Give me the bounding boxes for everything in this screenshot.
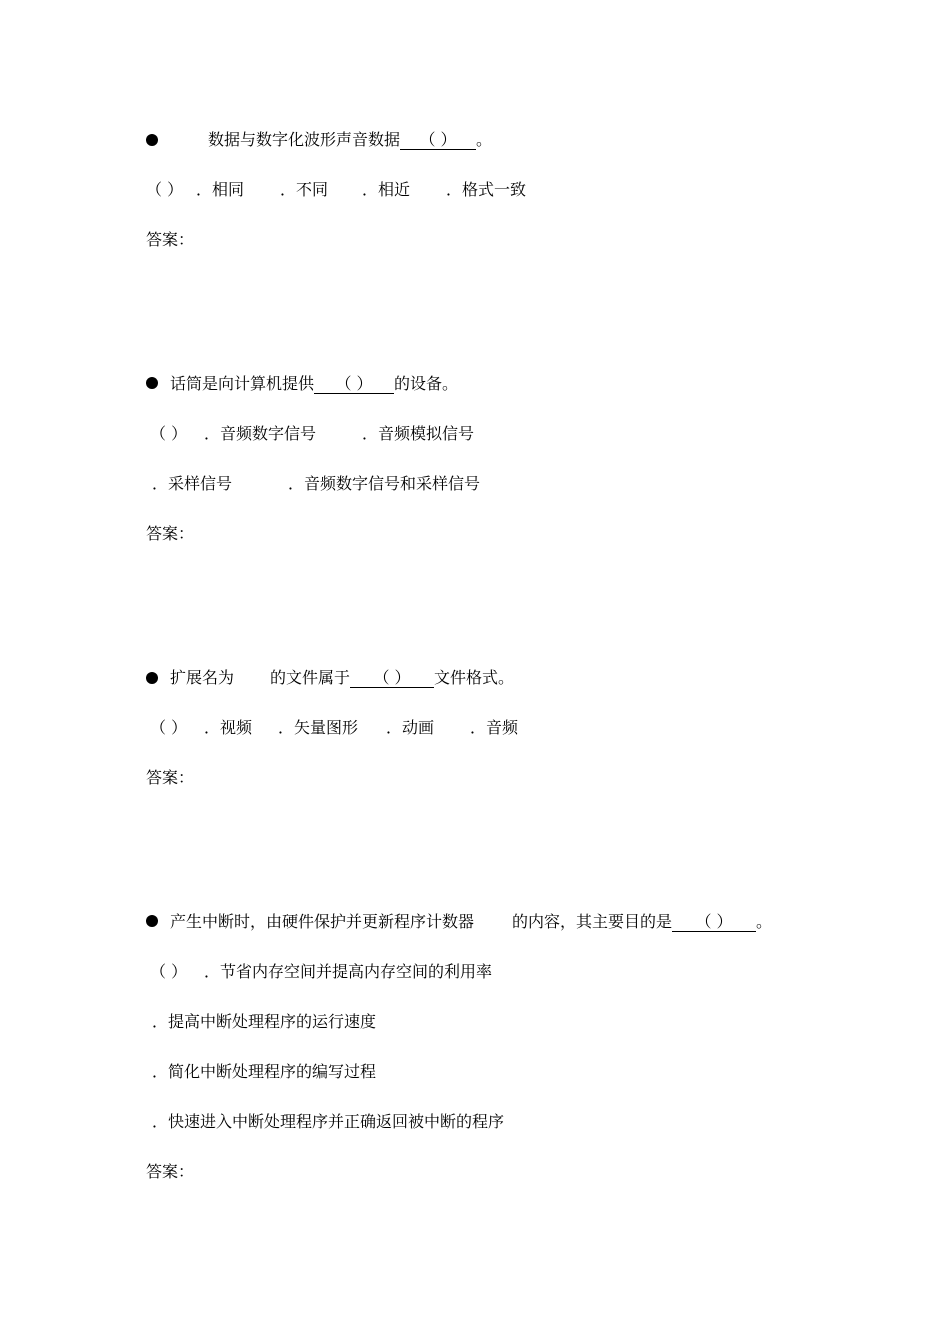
question-2-stem [170, 374, 458, 394]
question-1-choice-blank: （ ） [146, 180, 184, 199]
question-3-stem-text: 扩展名为 [170, 668, 235, 687]
question-4-stem-end: 。 [756, 912, 773, 931]
question-2-stem-text: 话筒是向计算机提供 [170, 374, 315, 393]
question-4-option-c: ．简化中断处理程序的编写过程 [152, 1062, 377, 1081]
question-1-stem-text: 数据与数字化波形声音数据 [208, 130, 401, 149]
question-1-option-d: ．格式一致 [446, 180, 527, 199]
bullet-icon [146, 915, 158, 927]
question-2-blank: （ ） [314, 375, 394, 394]
question-3-stem-mid: 的文件属于 [270, 668, 351, 687]
question-4-blank: （ ） [672, 913, 756, 932]
question-4-stem-mid: 的内容，其主要目的是 [512, 912, 673, 931]
question-3-blank: （ ） [350, 669, 434, 688]
question-2-option-b: ．音频模拟信号 [362, 424, 475, 443]
question-1-options [146, 180, 183, 200]
question-2-answer-label: 答案： [146, 524, 195, 543]
question-1-option-a: ．相同 [196, 180, 245, 199]
question-1-answer-label: 答案： [146, 230, 195, 249]
question-4-option-d: ．快速进入中断处理程序并正确返回被中断的程序 [152, 1112, 505, 1131]
bullet-icon [146, 672, 158, 684]
question-2-option-a: ．音频数字信号 [204, 424, 317, 443]
question-1-stem-end: 。 [476, 130, 493, 149]
bullet-icon [146, 134, 158, 146]
question-4-choice-blank: （ ） [150, 962, 188, 981]
question-4-stem-text: 产生中断时，由硬件保护并更新程序计数器 [170, 912, 475, 931]
bullet-icon [146, 377, 158, 389]
question-2-choice-blank: （ ） [150, 424, 188, 443]
question-3-stem [270, 668, 514, 688]
question-3-stem-end: 文件格式。 [434, 668, 515, 687]
question-2-option-c: ．采样信号 [152, 474, 233, 493]
question-4-option-b: ．提高中断处理程序的运行速度 [152, 1012, 377, 1031]
question-3-option-a: ．视频 [204, 718, 253, 737]
question-1-option-c: ．相近 [362, 180, 411, 199]
question-1-stem [208, 130, 492, 150]
question-1-blank: （ ） [400, 131, 476, 150]
question-3-answer-label: 答案： [146, 768, 195, 787]
question-2-option-d: ．音频数字信号和采样信号 [288, 474, 481, 493]
question-3-option-b: ．矢量图形 [278, 718, 359, 737]
question-4-option-a: ．节省内存空间并提高内存空间的利用率 [204, 962, 493, 981]
question-1-option-b: ．不同 [280, 180, 329, 199]
question-3-option-c: ．动画 [386, 718, 435, 737]
question-4-stem [512, 912, 772, 932]
question-2-stem-end: 的设备。 [394, 374, 459, 393]
question-3-choice-blank: （ ） [150, 718, 188, 737]
question-3-option-d: ．音频 [470, 718, 519, 737]
question-4-answer-label: 答案： [146, 1162, 195, 1181]
